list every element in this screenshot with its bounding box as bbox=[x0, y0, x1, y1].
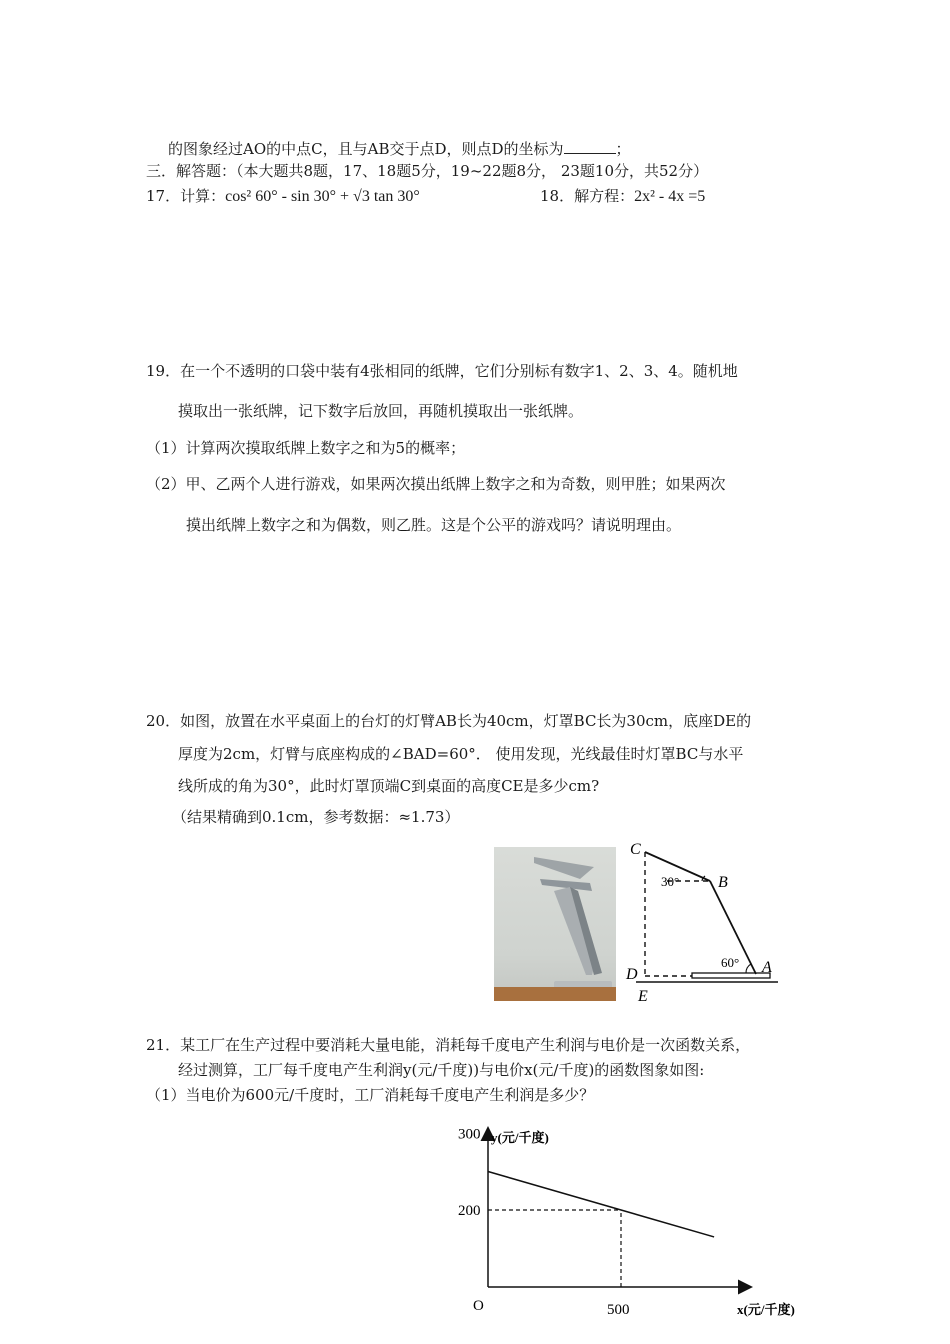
q19-sub2b: 摸出纸牌上数字之和为偶数，则乙胜。这是个公平的游戏吗？请说明理由。 bbox=[186, 516, 682, 534]
label-e: E bbox=[638, 988, 648, 1005]
q19-line1: 19．在一个不透明的口袋中装有4张相同的纸牌，它们分别标有数字1、2、3、4。随机地 bbox=[146, 362, 738, 380]
q21-line1: 21．某工厂在生产过程中要消耗大量电能，消耗每千度电产生利润与电价是一次函数关系， bbox=[146, 1036, 751, 1054]
q20-note: （结果精确到0.1cm，参考数据：≈1.73） bbox=[172, 808, 460, 826]
q19-line2: 摸取出一张纸牌，记下数字后放回，再随机摸取出一张纸牌。 bbox=[178, 402, 584, 420]
q19-sub2a: （2）甲、乙两个人进行游戏，如果两次摸出纸牌上数字之和为奇数，则甲胜；如果两次 bbox=[146, 475, 726, 493]
y-tick-200: 200 bbox=[458, 1203, 481, 1219]
q18: 18．解方程：2x² - 4x =5 bbox=[540, 187, 706, 205]
y-axis-label: y(元/千度) bbox=[491, 1130, 549, 1145]
q17-expression: cos² 60° - sin 30° + √3 tan 30° bbox=[225, 188, 420, 205]
x-axis-label: x(元/千度) bbox=[737, 1302, 795, 1317]
q20-line1: 20．如图，放置在水平桌面上的台灯的灯臂AB长为40cm，灯罩BC长为30cm，底座DE的 bbox=[146, 712, 752, 730]
label-c: C bbox=[630, 841, 641, 858]
q20-line3: 线所成的角为30°，此时灯罩顶端C到桌面的高度CE是多少cm? bbox=[178, 777, 600, 795]
y-tick-300: 300 bbox=[458, 1126, 481, 1143]
section-3-heading: 三．解答题：（本大题共8题，17、18题5分，19~22题8分， 23题10分，共52分） bbox=[146, 162, 709, 180]
q21-sub1: （1）当电价为600元/千度时，工厂消耗每千度电产生利润是多少？ bbox=[146, 1086, 595, 1104]
q18-expression: 2x² - 4x =5 bbox=[634, 188, 706, 205]
desk-lamp-photo bbox=[494, 847, 616, 1001]
lamp-geometry-diagram bbox=[612, 836, 782, 1006]
angle-60-label: 60° bbox=[721, 955, 740, 970]
angle-30-label: 30° bbox=[661, 874, 680, 889]
x-tick-500: 500 bbox=[607, 1302, 630, 1318]
q17: 17．计算：cos² 60° - sin 30° + √3 tan 30° bbox=[146, 187, 420, 205]
q16-tail: 的图象经过AO的中点C，且与AB交于点D，则点D的坐标为 ； bbox=[168, 140, 631, 158]
label-a: A bbox=[762, 959, 772, 976]
q16-text: 的图象经过AO的中点C，且与AB交于点D，则点D的坐标为 bbox=[168, 140, 564, 158]
profit-price-chart bbox=[445, 1122, 825, 1332]
desk-lamp-image bbox=[494, 847, 616, 1001]
profit-line bbox=[488, 1172, 714, 1237]
q19-sub1: （1）计算两次摸取纸牌上数字之和为5的概率； bbox=[146, 439, 466, 457]
label-b: B bbox=[718, 874, 728, 891]
origin-label: O bbox=[473, 1298, 484, 1314]
answer-blank[interactable] bbox=[564, 153, 616, 154]
q21-line2: 经过测算，工厂每千度电产生利润y(元/千度))与电价x(元/千度)的函数图象如图: bbox=[178, 1061, 705, 1079]
label-d: D bbox=[626, 966, 638, 983]
q20-line2: 厚度为2cm，灯臂与底座构成的∠BAD=60°． 使用发现，光线最佳时灯罩BC与水平 bbox=[178, 745, 744, 763]
